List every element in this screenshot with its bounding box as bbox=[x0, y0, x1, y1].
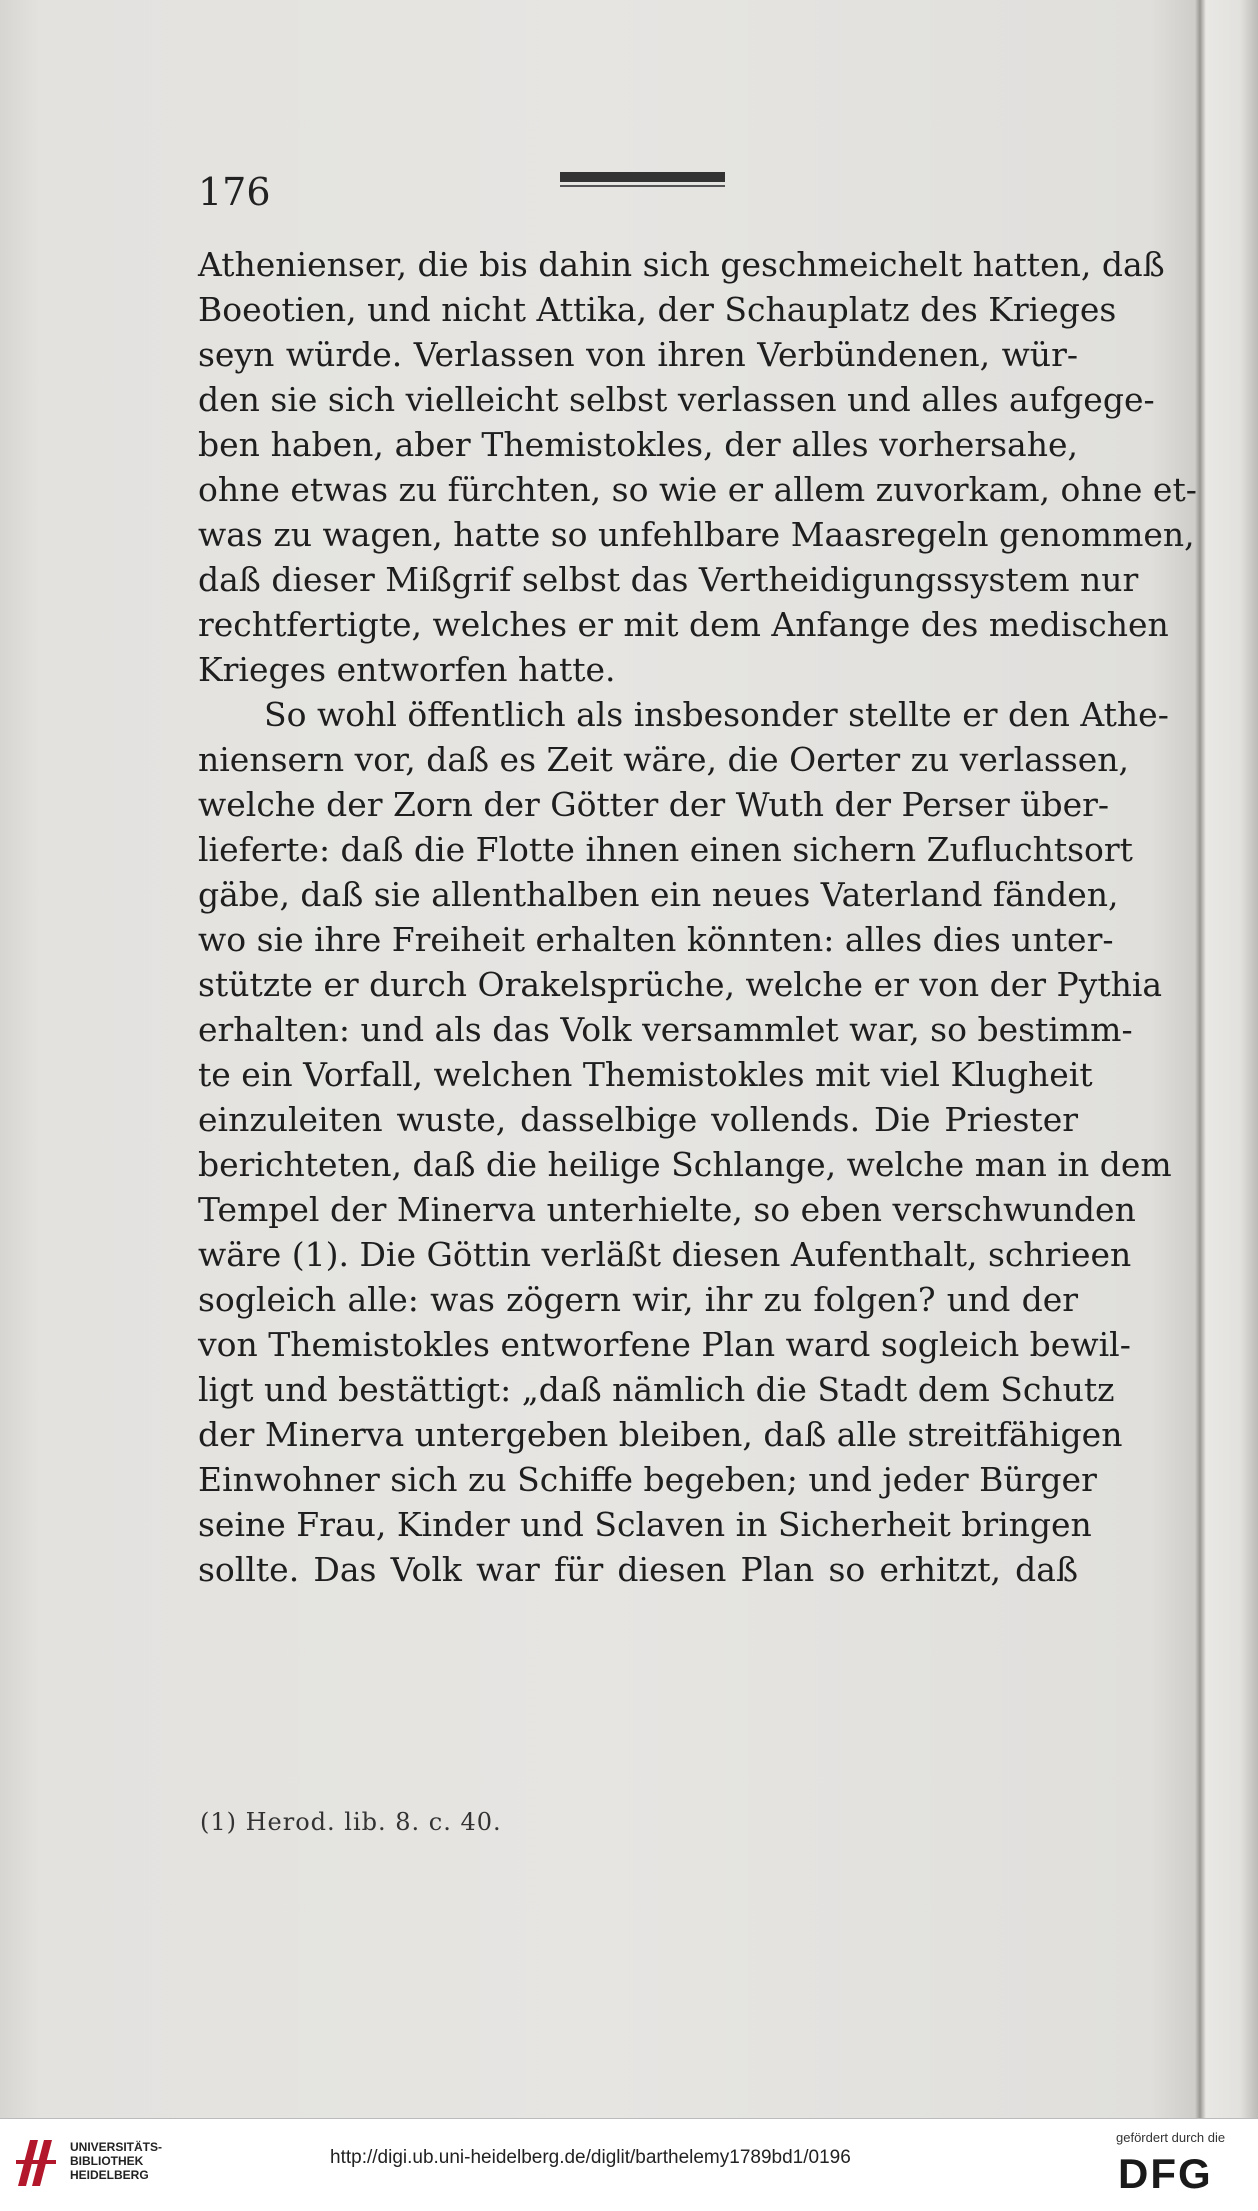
dfg-logo[interactable]: DFG bbox=[1118, 2150, 1213, 2197]
text-line: sogleich alle: was zögern wir, ihr zu folgen? und der bbox=[198, 1280, 1078, 1319]
text-line: Boeotien, und nicht Attika, der Schauplatz des Krieges bbox=[198, 290, 1117, 329]
text-line: So wohl öffentlich als insbesonder stellte er den Athe- bbox=[264, 695, 1169, 734]
logo-line: HEIDELBERG bbox=[70, 2168, 149, 2182]
footnote: (1) Herod. lib. 8. c. 40. bbox=[200, 1808, 502, 1836]
text-line: seine Frau, Kinder und Sclaven in Sicherheit bringen bbox=[198, 1505, 1092, 1544]
text-line: lieferte: daß die Flotte ihnen einen sichern Zufluchtsort bbox=[198, 830, 1133, 869]
library-logo-icon[interactable] bbox=[12, 2132, 60, 2192]
page-number: 176 bbox=[198, 170, 271, 214]
logo-line: UNIVERSITÄTS- bbox=[70, 2140, 163, 2154]
text-line: Athenienser, die bis dahin sich geschmeichelt hatten, daß bbox=[198, 245, 1165, 284]
text-line: rechtfertigte, welches er mit dem Anfange des medischen bbox=[198, 605, 1169, 644]
text-line: einzuleiten wuste, dasselbige vollends. Die Priester bbox=[198, 1100, 1078, 1139]
text-line: wäre (1). Die Göttin verläßt diesen Aufenthalt, schrieen bbox=[198, 1235, 1132, 1274]
text-line: Einwohner sich zu Schiffe begeben; und jeder Bürger bbox=[198, 1460, 1097, 1499]
text-line: stützte er durch Orakelsprüche, welche er von der Pythia bbox=[198, 965, 1163, 1004]
text-line: te ein Vorfall, welchen Themistokles mit viel Klugheit bbox=[198, 1055, 1093, 1094]
text-line: sollte. Das Volk war für diesen Plan so erhitzt, daß bbox=[198, 1550, 1078, 1589]
text-line: gäbe, daß sie allenthalben ein neues Vaterland fänden, bbox=[198, 875, 1119, 914]
text-line: den sie sich vielleicht selbst verlassen und alles aufgege- bbox=[198, 380, 1155, 419]
permalink-url[interactable]: http://digi.ub.uni-heidelberg.de/diglit/barthelemy1789bd1/0196 bbox=[330, 2147, 851, 2168]
header-rule bbox=[560, 172, 725, 182]
funded-by-label: gefördert durch die bbox=[1116, 2130, 1226, 2145]
body-text bbox=[198, 242, 1197, 1592]
logo-line: BIBLIOTHEK bbox=[70, 2154, 144, 2168]
text-line: ohne etwas zu fürchten, so wie er allem zuvorkam, ohne et- bbox=[198, 470, 1197, 509]
text-line: Tempel der Minerva unterhielte, so eben verschwunden bbox=[198, 1190, 1136, 1229]
text-line: seyn würde. Verlassen von ihren Verbündenen, wür- bbox=[198, 335, 1078, 374]
text-line: wo sie ihre Freiheit erhalten könnten: alles dies unter- bbox=[198, 920, 1114, 959]
text-line: ben haben, aber Themistokles, der alles vorhersahe, bbox=[198, 425, 1078, 464]
text-line: niensern vor, daß es Zeit wäre, die Oerter zu verlassen, bbox=[198, 740, 1130, 779]
text-line: der Minerva untergeben bleiben, daß alle streitfähigen bbox=[198, 1415, 1123, 1454]
text-line: welche der Zorn der Götter der Wuth der Perser über- bbox=[198, 785, 1110, 824]
text-line: ligt und bestättigt: „daß nämlich die Stadt dem Schutz bbox=[198, 1370, 1115, 1409]
text-line: daß dieser Mißgrif selbst das Vertheidigungssystem nur bbox=[198, 560, 1139, 599]
text-line: was zu wagen, hatte so unfehlbare Maasregeln genommen, bbox=[198, 515, 1195, 554]
text-line: Krieges entworfen hatte. bbox=[198, 650, 616, 689]
library-logo-text[interactable] bbox=[70, 2140, 162, 2182]
text-line: erhalten: und als das Volk versammlet war, so bestimm- bbox=[198, 1010, 1133, 1049]
text-line: berichteten, daß die heilige Schlange, welche man in dem bbox=[198, 1145, 1172, 1184]
text-line: von Themistokles entworfene Plan ward sogleich bewil- bbox=[198, 1325, 1131, 1364]
